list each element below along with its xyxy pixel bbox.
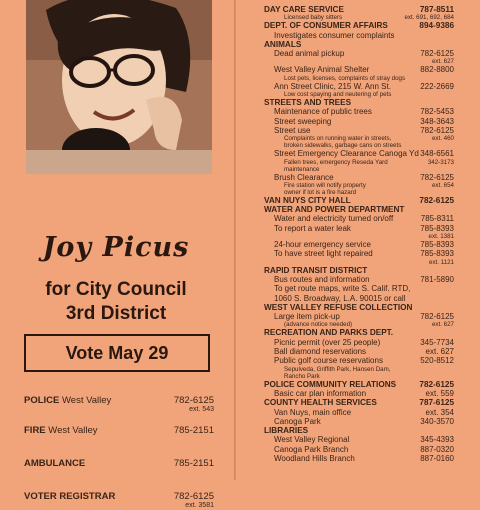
directory-name: WATER AND POWER DEPARTMENT bbox=[264, 205, 405, 215]
page-fold bbox=[234, 0, 236, 480]
emergency-row bbox=[24, 395, 214, 406]
directory-name: broken sidewalks, garbage cans on streets bbox=[284, 142, 402, 150]
directory-heading bbox=[264, 303, 454, 312]
emergency-sublabel: West Valley bbox=[45, 425, 98, 436]
directory-note bbox=[264, 159, 454, 166]
directory-entry bbox=[264, 214, 454, 223]
directory-heading bbox=[264, 196, 454, 205]
directory-number: ext. 627 bbox=[431, 321, 454, 329]
directory-number: 782-5453 bbox=[420, 107, 454, 117]
directory-name: maintenance bbox=[284, 165, 320, 173]
directory-number: ext. 559 bbox=[425, 388, 454, 398]
directory-name: To have street light repaired bbox=[274, 249, 373, 259]
directory-number: 340-3570 bbox=[420, 416, 454, 426]
directory-name: Investigates consumer complaints bbox=[274, 30, 395, 40]
directory-name: Street Emergency Clearance Canoga Yd bbox=[274, 149, 419, 159]
directory-entry bbox=[264, 117, 454, 126]
emergency-number: 785-2151 bbox=[173, 425, 214, 436]
directory-entry bbox=[264, 173, 454, 182]
directory-name: Street use bbox=[274, 125, 311, 135]
vote-date-box bbox=[24, 334, 210, 372]
office-line: for City Council bbox=[45, 279, 187, 300]
district-line: 3rd District bbox=[65, 303, 167, 324]
directory-number: 887-0160 bbox=[420, 453, 454, 463]
directory-number: ext. 627 bbox=[431, 58, 454, 66]
directory-name: Complaints on running water in streets, bbox=[284, 135, 392, 143]
directory-name: Public golf course reservations bbox=[274, 356, 383, 366]
directory-name: owner if lot is a fire hazard bbox=[284, 188, 357, 196]
directory-name: To get route maps, write S. Calif. RTD, bbox=[274, 284, 411, 294]
directory-heading bbox=[264, 5, 454, 14]
vote-date-label: Vote May 29 bbox=[65, 342, 169, 363]
directory-ext bbox=[264, 259, 454, 266]
directory-note bbox=[264, 182, 454, 189]
directory-number: ext. 354 bbox=[425, 407, 454, 417]
directory-name: (advance notice needed) bbox=[284, 321, 353, 329]
directory-number: ext. 1121 bbox=[429, 258, 454, 266]
directory-entry bbox=[264, 107, 454, 116]
directory-note bbox=[264, 366, 454, 373]
directory-heading bbox=[264, 328, 454, 337]
directory-name: Ann Street Clinic, 215 W. Ann St. bbox=[274, 81, 391, 91]
directory-number: 785-8311 bbox=[420, 214, 454, 224]
directory-entry bbox=[264, 347, 454, 356]
emergency-label: VOTER REGISTRAR bbox=[24, 491, 116, 502]
directory-heading bbox=[264, 98, 454, 107]
emergency-ext: ext. 3581 bbox=[185, 502, 214, 509]
directory-number: ext. 627 bbox=[425, 347, 454, 357]
directory-name: Canoga Park Branch bbox=[274, 444, 349, 454]
emergency-number: 782-6125 bbox=[173, 395, 214, 406]
directory-number: 345-7734 bbox=[420, 337, 454, 347]
directory-entry bbox=[264, 417, 454, 426]
directory-number: 782-6125 bbox=[419, 195, 454, 205]
directory-name: Brush Clearance bbox=[274, 172, 334, 182]
directory-entry bbox=[264, 294, 454, 303]
directory-name: LIBRARIES bbox=[264, 426, 309, 436]
directory-entry bbox=[264, 275, 454, 284]
directory-entry bbox=[264, 284, 454, 293]
directory-entry bbox=[264, 126, 454, 135]
directory-number: 782-6125 bbox=[419, 379, 454, 389]
directory-note bbox=[264, 14, 454, 21]
directory-note bbox=[264, 135, 454, 142]
directory-entry bbox=[264, 49, 454, 58]
directory-entry bbox=[264, 249, 454, 258]
directory-number: ext. 1381 bbox=[428, 233, 454, 241]
directory-name: Van Nuys, main office bbox=[274, 407, 352, 417]
directory-number: 782-6125 bbox=[420, 312, 454, 322]
directory-name: 24-hour emergency service bbox=[274, 240, 371, 250]
directory-entry bbox=[264, 31, 454, 40]
directory-name: Picnic permit (over 25 people) bbox=[274, 337, 381, 347]
directory-entry bbox=[264, 389, 454, 398]
directory-name: Ball diamond reservations bbox=[274, 347, 367, 357]
emergency-number: 782-6125 bbox=[173, 491, 214, 502]
directory-name: DEPT. OF CONSUMER AFFAIRS bbox=[264, 21, 388, 31]
directory-note bbox=[264, 75, 454, 82]
emergency-row bbox=[24, 425, 214, 436]
emergency-row bbox=[24, 491, 214, 502]
directory-note bbox=[264, 189, 454, 196]
directory-heading bbox=[264, 40, 454, 49]
directory-entry bbox=[264, 312, 454, 321]
directory-number: 348-6561 bbox=[420, 149, 454, 159]
directory-number: 887-0320 bbox=[420, 444, 454, 454]
directory-number: 520-8512 bbox=[420, 356, 454, 366]
directory-name: To report a water leak bbox=[274, 223, 351, 233]
directory-list bbox=[264, 5, 454, 463]
directory-number: 785-8393 bbox=[420, 249, 454, 259]
directory-heading bbox=[264, 266, 454, 275]
directory-number: 782-6125 bbox=[420, 125, 454, 135]
directory-heading bbox=[264, 380, 454, 389]
directory-name: POLICE COMMUNITY RELATIONS bbox=[264, 379, 397, 389]
directory-name: West Valley Animal Shelter bbox=[274, 65, 370, 75]
directory-entry bbox=[264, 65, 454, 74]
directory-number: 348-3643 bbox=[420, 116, 454, 126]
directory-entry bbox=[264, 82, 454, 91]
directory-name: Fallen trees, emergency Reseda Yard bbox=[284, 158, 388, 166]
directory-name: Basic car plan information bbox=[274, 388, 367, 398]
directory-number: 222-2669 bbox=[420, 81, 454, 91]
directory-number: 781-5890 bbox=[420, 274, 454, 284]
candidate-portrait-image bbox=[26, 0, 212, 174]
directory-entry bbox=[264, 356, 454, 365]
emergency-sublabel: West Valley bbox=[59, 395, 112, 406]
directory-name: VAN NUYS CITY HALL bbox=[264, 195, 351, 205]
directory-number: ext. 654 bbox=[431, 181, 454, 189]
directory-entry bbox=[264, 435, 454, 444]
directory-name: Lost pets, licenses, complaints of stray dogs bbox=[284, 74, 406, 82]
directory-number: 787-8511 bbox=[419, 5, 454, 14]
directory-heading bbox=[264, 398, 454, 407]
directory-entry bbox=[264, 149, 454, 158]
directory-number: 342-3173 bbox=[427, 158, 454, 166]
directory-name: STREETS AND TREES bbox=[264, 98, 352, 108]
directory-entry bbox=[264, 338, 454, 347]
directory-name: Large item pick-up bbox=[274, 312, 340, 322]
directory-name: West Valley Regional bbox=[274, 435, 350, 445]
directory-number: 345-4393 bbox=[420, 435, 454, 445]
directory-ext bbox=[264, 233, 454, 240]
emergency-numbers bbox=[24, 395, 214, 510]
directory-entry bbox=[264, 240, 454, 249]
directory-name: Street sweeping bbox=[274, 116, 332, 126]
directory-name: DAY CARE SERVICE bbox=[264, 5, 344, 14]
directory-heading bbox=[264, 205, 454, 214]
directory-name: Canoga Park bbox=[274, 416, 321, 426]
directory-number: 785-8393 bbox=[420, 223, 454, 233]
directory-heading bbox=[264, 21, 454, 30]
emergency-label: AMBULANCE bbox=[24, 458, 86, 469]
directory-name: COUNTY HEALTH SERVICES bbox=[264, 398, 377, 408]
directory-number: 787-6125 bbox=[419, 398, 454, 408]
emergency-ext: ext. 543 bbox=[189, 406, 214, 413]
emergency-number: 785-2151 bbox=[173, 458, 214, 469]
directory-name: Rancho Park bbox=[284, 372, 320, 380]
directory-name: RAPID TRANSIT DISTRICT bbox=[264, 265, 368, 275]
candidate-photo bbox=[26, 0, 212, 174]
directory-entry bbox=[264, 454, 454, 463]
emergency-label: POLICE bbox=[24, 395, 60, 406]
directory-note bbox=[264, 321, 454, 328]
emergency-label: FIRE bbox=[24, 425, 46, 436]
directory-name: Woodland Hills Branch bbox=[274, 453, 355, 463]
directory-note bbox=[264, 142, 454, 149]
directory-name: WEST VALLEY REFUSE COLLECTION bbox=[264, 302, 413, 312]
directory-name: Bus routes and information bbox=[274, 274, 370, 284]
directory-name: Licensed baby sitters bbox=[284, 14, 343, 22]
candidate-name: Joy Picus bbox=[42, 232, 190, 263]
directory-number: 882-8800 bbox=[420, 65, 454, 75]
directory-ext bbox=[264, 58, 454, 65]
directory-name: RECREATION AND PARKS DEPT. bbox=[264, 328, 394, 338]
directory-note bbox=[264, 166, 454, 173]
directory-number: ext. 691, 692, 684 bbox=[404, 14, 454, 22]
directory-number: 894-9386 bbox=[419, 21, 454, 31]
directory-entry bbox=[264, 445, 454, 454]
directory-name: Fire station will notify property bbox=[284, 181, 366, 189]
directory-name: Dead animal pickup bbox=[274, 49, 345, 59]
phone-directory bbox=[264, 0, 454, 480]
directory-name: Low cost spaying and neutering of pets bbox=[284, 91, 392, 99]
directory-name: Sepulveda, Griffith Park, Hansen Dam, bbox=[284, 365, 391, 373]
directory-number: 782-6125 bbox=[420, 172, 454, 182]
directory-number: 785-8393 bbox=[420, 240, 454, 250]
directory-name: 1060 S. Broadway, L.A. 90015 or call bbox=[274, 293, 406, 303]
directory-note bbox=[264, 373, 454, 380]
directory-heading bbox=[264, 426, 454, 435]
directory-entry bbox=[264, 408, 454, 417]
directory-note bbox=[264, 91, 454, 98]
directory-name: ANIMALS bbox=[264, 39, 302, 49]
directory-number: ext. 460 bbox=[431, 135, 454, 143]
directory-name: Maintenance of public trees bbox=[274, 107, 372, 117]
directory-number: 782-6125 bbox=[420, 49, 454, 59]
emergency-row bbox=[24, 458, 214, 469]
flyer-left-panel bbox=[0, 0, 232, 509]
directory-entry bbox=[264, 224, 454, 233]
directory-name: Water and electricity turned on/off bbox=[274, 214, 394, 224]
